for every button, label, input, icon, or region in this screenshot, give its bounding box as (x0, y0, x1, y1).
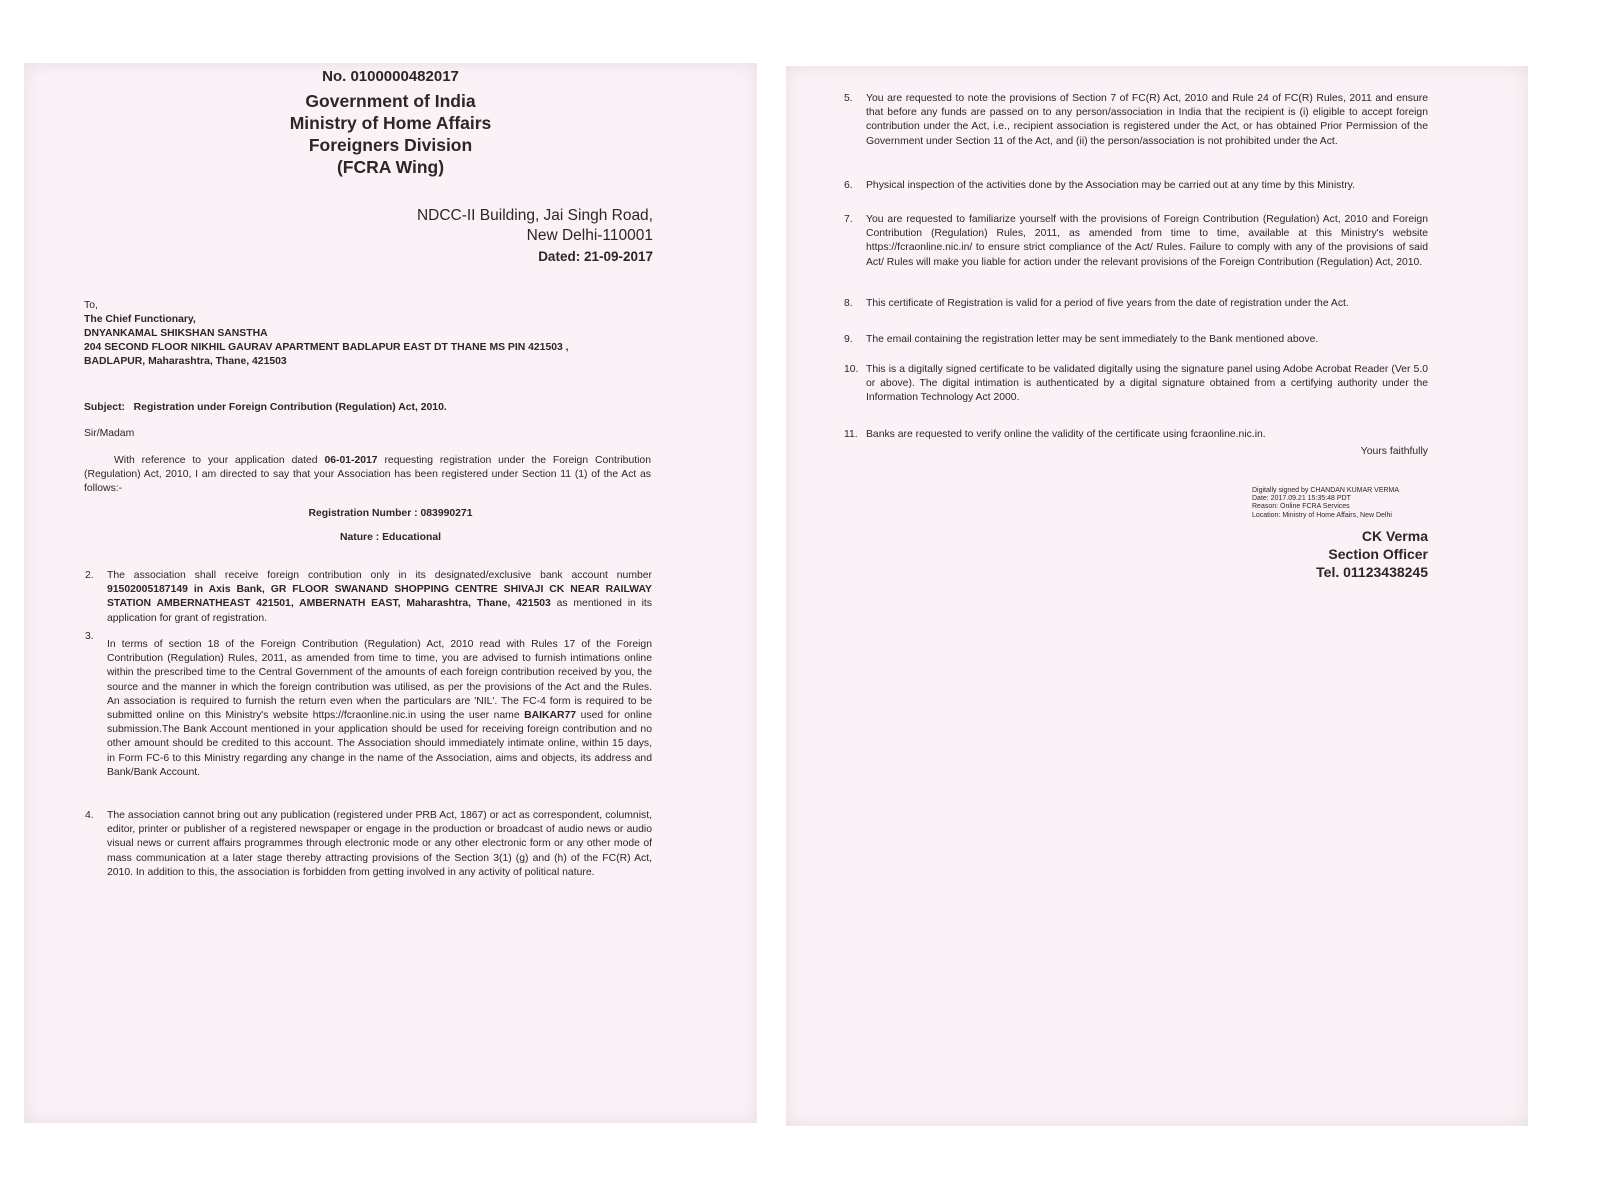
signatory-telephone: Tel. 01123438245 (1316, 564, 1428, 580)
clause-text: Physical inspection of the activities done by the Association may be carried out at any time by this Ministry. (866, 180, 1355, 191)
signature-line-4: Location: Ministry of Home Affairs, New Delhi (1252, 511, 1392, 519)
office-address-line-2: New Delhi-110001 (526, 227, 653, 244)
clause-number: 8. (844, 298, 853, 309)
recipient-address-line-2: BADLAPUR, Maharashtra, Thane, 421503 (84, 356, 287, 367)
clause-7 (844, 213, 1428, 270)
office-address-line-1: NDCC-II Building, Jai Singh Road, (416, 207, 653, 224)
registration-nature: Nature : Educational (339, 532, 442, 543)
signatory-title: Section Officer (1328, 546, 1428, 562)
clause-8 (844, 297, 1428, 311)
signatory-name: CK Verma (1361, 528, 1428, 544)
clause-number: 5. (844, 93, 853, 104)
clause-number: 7. (844, 214, 853, 225)
clause-text: The email containing the registration letter may be sent immediately to the Bank mentioned above. (866, 334, 1319, 345)
gov-heading-line-4: (FCRA Wing) (336, 157, 445, 177)
reference-number: No. 0100000482017 (322, 68, 459, 85)
closing: Yours faithfully (1360, 446, 1428, 457)
clause-number: 4. (85, 810, 94, 821)
clause-text: The association cannot bring out any publication (registered under PRB Act, 1867) or act as correspondent, columnist, editor, printer or publisher of a registered newspaper or engage in the production or broadcast of audio news or audio visual news or current affairs programmes through electronic mode or any other electronic form or any other mode of mass communication at a later stage thereby attracting provisions of the Section 3(1) (g) and (h) of the FC(R) Act, 2010. In addition to this, the association is forbidden from getting involved in any activity of political nature. (107, 810, 652, 878)
letter-page-2 (786, 66, 1528, 1126)
clause-11 (844, 428, 1428, 442)
clause-number: 2. (85, 570, 94, 581)
intro-text-1: With reference to your application dated (114, 455, 325, 466)
gov-heading-line-1: Government of India (305, 91, 476, 111)
clause-text-end: as mentioned in its application for grant of registration. (107, 598, 652, 624)
clause-9 (844, 333, 1428, 347)
clause-4 (85, 809, 652, 880)
clause-text: Banks are requested to verify online the validity of the certificate using fcraonline.nic.in. (866, 429, 1266, 440)
clause-number: 11. (844, 429, 858, 440)
gov-heading-line-3: Foreigners Division (308, 135, 473, 155)
registration-number: Registration Number : 083990271 (308, 508, 473, 519)
recipient-title: The Chief Functionary, (84, 314, 196, 325)
subject-label: Subject: (84, 402, 125, 413)
clause-text: You are requested to note the provisions of Section 7 of FC(R) Act, 2010 and Rule 24 of FC(R) Rules, 2011 and ensure that before any funds are passed on to any person/association in India that the recipient is (i) eligible to accept foreign contribution under the Act, i.e., recipient association is registered under the Act, or has obtained Prior Permission of the Government under Section 11 of the Act, and (ii) the person/association is not prohibited under the Act. (866, 93, 1428, 147)
clause-number: 3. (85, 631, 94, 642)
salutation: Sir/Madam (84, 428, 135, 439)
clause-number: 9. (844, 334, 853, 345)
bank-account-details: 91502005187149 in Axis Bank, GR FLOOR SWANAND SHOPPING CENTRE SHIVAJI CK NEAR RAILWAY STATION AMBERNATHEAST 421501, AMBERNATH EAST, Maharashtra, Thane, 421503 (107, 584, 652, 610)
fcra-user-name: BAIKAR77 (524, 710, 577, 722)
letter-page-1 (24, 63, 757, 1123)
letter-date: Dated: 21-09-2017 (538, 249, 653, 264)
recipient-name: DNYANKAMAL SHIKSHAN SANSTHA (84, 328, 268, 339)
signature-line-3: Reason: Online FCRA Services (1252, 503, 1350, 511)
gov-heading-line-2: Ministry of Home Affairs (289, 113, 492, 133)
clause-number: 6. (844, 180, 853, 191)
digital-signature-stamp (1252, 487, 1452, 520)
intro-text-2: requesting registration under the Foreign Contribution (Regulation) Act, 2010, I am directed to say that your Association has been registered under Section 11 (1) of the Act as follows:- (84, 455, 651, 495)
application-date: 06-01-2017 (324, 455, 378, 466)
clause-text: In terms of section 18 of the Foreign Contribution (Regulation) Act, 2010 read with Rules 17 of the Foreign Contribution (Regulation) Rules, 2011, as amended from time to time, you are advised to furnish intimations online within the prescribed time to the Central Government of the amounts of each foreign contribution received by you, the source and the manner in which the foreign contribution was utilised, as per the provisions of the Act and the Rules. An association is required to furnish the return even when the particulars are 'NIL'. The FC-4 form is required to be submitted online on this Ministry's website https://fcraonline.nic.in using the user name (107, 639, 652, 722)
signature-line-1: Digitally signed by CHANDAN KUMAR VERMA (1252, 487, 1400, 494)
clause-text: This is a digitally signed certificate to be validated digitally using the signature panel using Adobe Acrobat Reader (Ver 5.0 or above). The digital intimation is authenticated by a digital signature obtained from a certifying authority under the Information Technology Act 2000. (866, 364, 1428, 404)
signature-line-2: Date: 2017.09.21 15:35:48 PDT (1252, 495, 1351, 503)
clause-text: You are requested to familiarize yourself with the provisions of Foreign Contribution (Regulation) Act, 2010 and Foreign Contribution (Regulation) Rules, 2011, as amended from time to time, available at this Ministry's website https://fcraonline.nic.in/ to ensure strict compliance of the Act/ Rules. Failure to comply with any of the provisions of said Act/ Rules will make you liable for action under the relevant provisions of the Foreign Contribution (Regulation) Act, 2010. (866, 214, 1428, 268)
clause-6 (844, 179, 1428, 193)
subject-text: Registration under Foreign Contribution (Regulation) Act, 2010. (133, 402, 447, 413)
intro-paragraph (84, 454, 651, 497)
clause-text: The association shall receive foreign contribution only in its designated/exclusive bank account number (107, 570, 652, 581)
recipient-address-line-1: 204 SECOND FLOOR NIKHIL GAURAV APARTMENT BADLAPUR EAST DT THANE MS PIN 421503 , (84, 342, 569, 353)
clause-10 (844, 363, 1428, 406)
clause-2 (85, 569, 652, 626)
clause-5 (844, 92, 1428, 149)
clause-text: This certificate of Registration is valid for a period of five years from the date of registration under the Act. (866, 298, 1349, 309)
to-label: To, (84, 300, 98, 311)
clause-text-end: used for online submission.The Bank Account mentioned in your application should be used for receiving foreign contribution and no other amount should be credited to this account. The Association should immediately intimate online, within 15 days, in Form FC-6 to this Ministry regarding any change in the name of the Association, aims and objects, its address and Bank/Bank Account. (107, 710, 652, 778)
clause-3 (85, 630, 652, 780)
clause-number: 10. (844, 364, 859, 375)
subject (84, 401, 447, 415)
